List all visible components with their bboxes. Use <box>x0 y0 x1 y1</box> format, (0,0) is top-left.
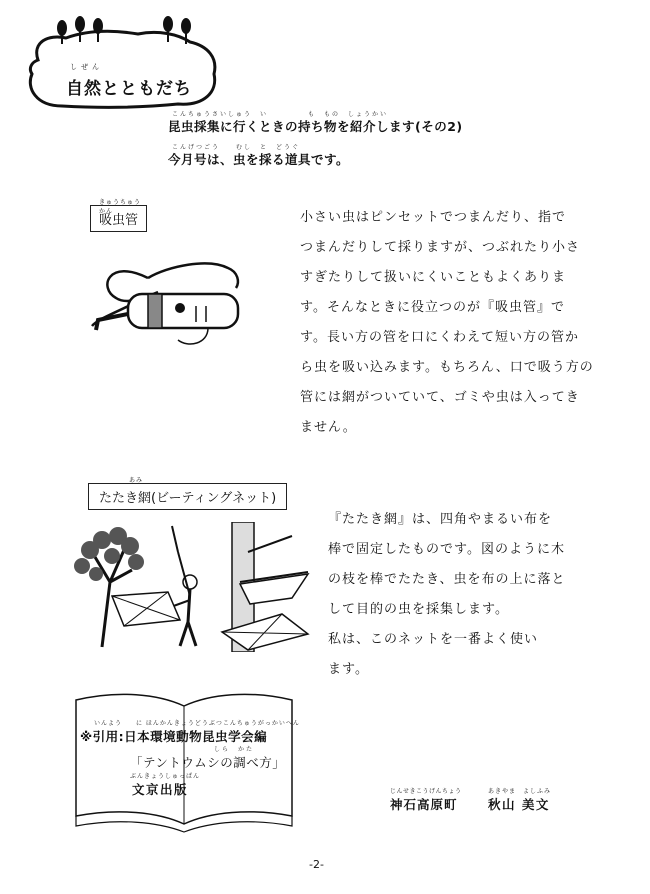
intro-line1: 昆虫採集に行くときの持ち物を紹介します(その2) <box>168 119 463 134</box>
section2-label-ruby: あみ <box>129 477 144 484</box>
section2-line: して目的の虫を採集します。 <box>328 602 509 617</box>
section1-line: つまんだりして採りますが、つぶれたり小さ <box>300 240 581 255</box>
section2-line: の枝を棒でたたき、虫を布の上に落と <box>328 572 566 587</box>
section2-paragraph <box>328 505 608 685</box>
page-number: -2- <box>309 858 324 871</box>
citation-line3-ruby: ぶんきょうしゅっぱん <box>130 773 201 780</box>
section2-label: たたき網(ビーティングネット) <box>99 491 277 506</box>
citation-line1-ruby: いんよう に ほんかんきょうどうぶつこんちゅうがっかいへん <box>94 720 300 727</box>
aspirator-illustration <box>88 248 258 358</box>
author-town: 神石高原町 <box>390 797 458 812</box>
author-name: 秋山 美文 <box>488 797 550 812</box>
intro-line1-ruby: こんちゅうさいしゅう い も もの しょうかい <box>172 111 389 118</box>
citation-line3: 文京出版 <box>132 782 189 797</box>
section1-line: ら虫を吸い込みます。もちろん、口で吸う方の <box>300 360 594 375</box>
section2-line: 棒で固定したものです。図のように木 <box>328 542 565 557</box>
author-town-ruby: じんせきこうげんちょう <box>390 788 462 795</box>
section2-label-box <box>88 477 287 510</box>
section1-line: 小さい虫はピンセットでつまんだり、指で <box>300 210 567 225</box>
intro-line2-ruby: こんげつごう むし と どうぐ <box>172 144 301 151</box>
section1-label-ruby: きゅうちゅうかん <box>99 199 142 215</box>
citation-line1: ※引用:日本環境動物昆虫学会編 <box>80 729 268 744</box>
author-name-ruby: あきやま よしふみ <box>488 788 552 795</box>
section1-label-box <box>90 199 147 232</box>
header-title-ruby: しぜん <box>70 63 103 71</box>
section1-line: 管には網がついていて、ゴミや虫は入ってき <box>300 390 580 405</box>
section1-line: ません。 <box>300 420 357 435</box>
section1-line: すぎたりして扱いにくいこともよくありま <box>300 270 567 285</box>
beating-net-illustration <box>72 522 312 652</box>
citation-line2-ruby: しら かた <box>214 746 255 753</box>
section1-label: 吸虫管 <box>99 213 139 228</box>
section2-line: 『たたき網』は、四角やまるい布を <box>328 512 553 527</box>
section2-line: 私は、このネットを一番よく使い <box>328 632 539 647</box>
intro-line2: 今月号は、虫を採る道具です。 <box>168 152 350 167</box>
section1-line: す。長い方の管を口にくわえて短い方の管か <box>300 330 579 345</box>
section1-line: す。そんなときに役立つのが『吸虫管』で <box>300 300 565 315</box>
citation-line2: 「テントウムシの調べ方」 <box>130 755 286 770</box>
section1-paragraph <box>300 203 600 443</box>
header-title: 自然とともだち <box>66 79 192 99</box>
section2-line: ます。 <box>328 662 369 677</box>
